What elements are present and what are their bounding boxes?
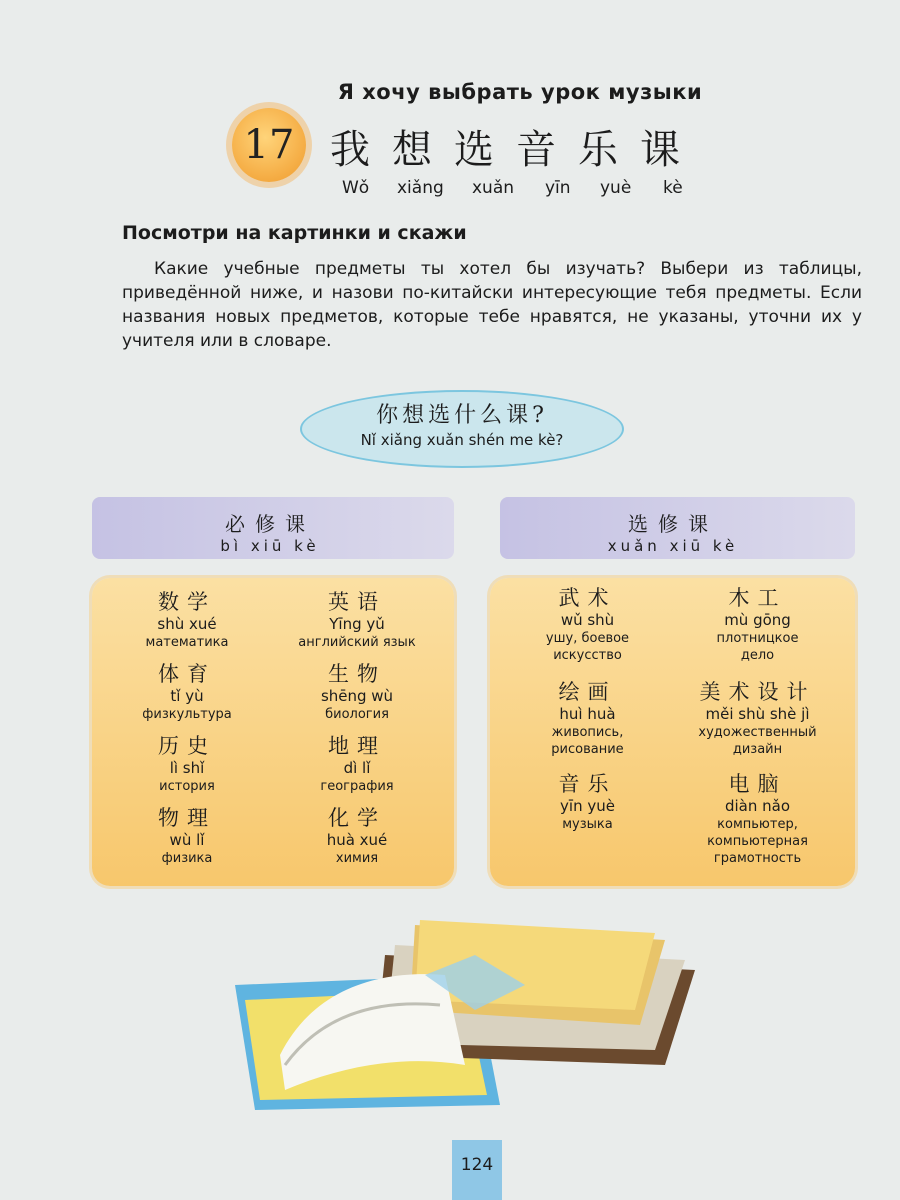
subject-pinyin: měi shù shè jì (705, 705, 810, 723)
subject-pinyin: diàn nǎo (724, 797, 791, 815)
subject-ru: физика (161, 851, 213, 866)
question-bubble (300, 390, 624, 468)
subject-ru: химия (335, 851, 379, 866)
subject-card (272, 590, 442, 651)
subject-ru: художественный дизайн (698, 725, 817, 757)
lesson-number-badge: 17 (232, 108, 306, 182)
subject-pinyin: wǔ shù (560, 611, 615, 629)
stack-of-books-icon (225, 915, 725, 1115)
subject-card (272, 734, 442, 795)
chapter-title-ru: Я хочу выбрать урок музыки (337, 80, 703, 104)
title-pinyin-2: xiǎng (397, 178, 444, 198)
subject-pinyin: tǐ yù (170, 687, 204, 705)
subject-card (675, 586, 840, 664)
elective-hanzi: 选修课 (628, 512, 718, 536)
required-subjects-panel (92, 578, 454, 886)
subject-card (515, 772, 660, 833)
subject-ru: плотницкое дело (716, 631, 799, 663)
subject-pinyin: shēng wù (320, 687, 394, 705)
subject-pinyin: lì shǐ (169, 759, 205, 777)
subject-pinyin: huà xué (326, 831, 388, 849)
subject-hanzi: 绘画 (558, 680, 617, 704)
section-heading: Посмотри на картинки и скажи (122, 222, 467, 244)
title-pinyin-4: yīn (545, 178, 571, 198)
subject-hanzi: 木工 (728, 586, 787, 610)
subject-ru: физкультура (142, 707, 232, 722)
subject-card (272, 806, 442, 867)
elective-subjects-panel (490, 578, 855, 886)
subject-ru: английский язык (298, 635, 416, 650)
subject-hanzi: 数学 (158, 590, 216, 614)
subject-ru: живопись, рисование (551, 725, 624, 757)
subject-pinyin: mù gōng (724, 611, 791, 629)
subject-card (122, 590, 252, 651)
subject-hanzi: 电脑 (728, 772, 787, 796)
subject-hanzi: 音乐 (558, 772, 617, 796)
subject-pinyin: dì lǐ (343, 759, 371, 777)
subject-card (515, 680, 660, 758)
subject-hanzi: 武术 (558, 586, 617, 610)
subject-pinyin: yīn yuè (560, 797, 615, 815)
subject-card (665, 680, 850, 758)
subject-hanzi: 英语 (328, 590, 386, 614)
subject-ru: музыка (562, 817, 613, 832)
instruction-paragraph: Какие учебные предметы ты хотел бы изучать? Выбери из таблицы, приведённой ниже, и назови по-китайски интересующие тебя предметы. Если названия новых предметов, которые тебе нравятся, не указаны, уточни их у учителя или в словаре. (122, 259, 862, 351)
page-number: 124 (452, 1140, 502, 1200)
subject-hanzi: 生物 (328, 662, 386, 686)
subject-card (122, 734, 252, 795)
subject-ru: биология (325, 707, 389, 722)
subject-ru: история (159, 779, 215, 794)
subject-pinyin: Yīng yǔ (329, 615, 385, 633)
subject-ru: математика (145, 635, 229, 650)
title-pinyin-6: kè (663, 178, 683, 198)
subject-hanzi: 化学 (328, 806, 386, 830)
elective-pinyin: xuǎn xiū kè (607, 537, 739, 555)
subject-pinyin: shù xué (157, 615, 217, 633)
subject-hanzi: 体育 (158, 662, 216, 686)
subject-card (122, 662, 252, 723)
subject-card (670, 772, 845, 867)
subject-card (515, 586, 660, 664)
subject-hanzi: 物理 (158, 806, 216, 830)
subject-pinyin: wù lǐ (169, 831, 205, 849)
subject-ru: география (320, 779, 394, 794)
subject-hanzi: 地理 (328, 734, 386, 758)
subject-ru: ушу, боевое искусство (545, 631, 630, 663)
subject-hanzi: 美术设计 (699, 680, 816, 704)
title-pinyin-5: yuè (600, 178, 632, 198)
subject-pinyin: huì huà (559, 705, 616, 723)
question-hanzi: 你想选什么课? (376, 403, 548, 428)
required-column-header (200, 508, 340, 555)
subject-card (272, 662, 442, 723)
required-pinyin: bì xiū kè (220, 537, 320, 555)
title-pinyin-1: Wǒ (342, 178, 370, 198)
chapter-title-zh: 我想选音乐课 (330, 127, 702, 173)
subject-card (122, 806, 252, 867)
required-hanzi: 必修课 (225, 512, 315, 536)
subject-hanzi: 历史 (158, 734, 216, 758)
question-pinyin: Nǐ xiǎng xuǎn shén me kè? (360, 431, 564, 449)
title-pinyin-3: xuǎn (472, 178, 515, 198)
subject-ru: компьютер, компьютерная грамотность (707, 817, 808, 866)
elective-column-header (603, 508, 743, 555)
